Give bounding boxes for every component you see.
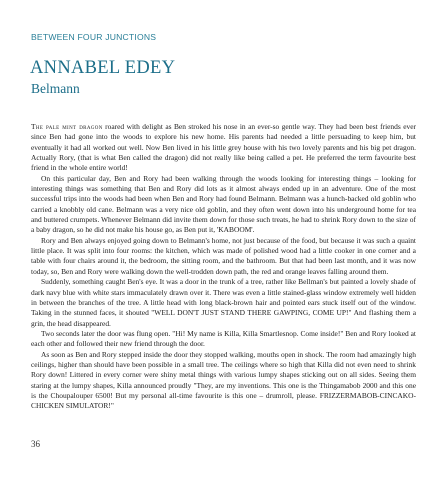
paragraph-4: Suddenly, something caught Ben's eye. It was a door in the trunk of a tree, rather like Bellman's but painted a lovely shade of dark navy blue with white stars immaculately drawn over it. There was even a little stained-glass window extremely well hidden in between the branches of the tree. A little head with long black-brown hair and pointed ears stuck itself out of the window. Taking in the stunned faces, it shouted "WELL DON'T JUST STAND THERE GAWPING, COME UP!" And flashing them a grin, the head disappeared. xyxy=(31,277,416,328)
paragraph-lead-caps: The pale mint dragon xyxy=(31,122,103,131)
running-head: BETWEEN FOUR JUNCTIONS xyxy=(31,32,157,42)
story-subtitle: Belmann xyxy=(31,81,80,96)
page-number: 36 xyxy=(31,439,40,449)
story-title: ANNABEL EDEY xyxy=(30,58,176,78)
paragraph-1 xyxy=(31,122,416,174)
paragraph-5: Two seconds later the door was flung open. "Hi! My name is Killa, Killa Smartlesnop. Come inside!" Ben and Rory looked at each other and followed their new friend through the door. xyxy=(31,328,416,349)
paragraph-3: Rory and Ben always enjoyed going down to Belmann's home, not just because of the food, but because it was such a quaint little place. It was split into four rooms: the kitchen, which was made of polished wood had a little cooker in one corner and a table with four chairs around it, the bedroom, the sitting room, and the bathroom. But that had been last month, and it was now today, so, Ben and Rory were walking down the well-trodden down path, the red and orange leaves falling around them. xyxy=(31,235,416,276)
paragraph-text: roared with delight as Ben stroked his nose in an ever-so gentle way. They had been best friends ever since Ben had gone into the woods to explore his new home. His parents had needed a little persuading to keep him, but eventually it had all worked out well. Now Ben lived in his little grey house with his two lovely parents and his big pet dragon. Actually Rory, (that is what Ben called the dragon) did not really like being called a pet. He preferred the term favourite best friend in the whole entire world! xyxy=(31,122,416,173)
paragraph-6: As soon as Ben and Rory stepped inside the door they stopped walking, mouths open in shock. The room had amazingly high ceilings, higher than should have been possible in a small tree. The ceilings where so high that Killa did not even need to shrink Rory down! Littered in every corner were shiny metal things with various lumpy shapes sticking out on all sides. Seeing them staring at the lumpy shapes, Killa announced proudly "They, are my inventions. This one is the Thingamabob 2000 and this one is the Choupalouper 6500! But my personal all-time favourite is this one – drumroll, please. FRIZZERMABOB-CINCAKO-CHICKEN SIMULATOR!" xyxy=(31,349,416,411)
paragraph-2: On this particular day, Ben and Rory had been walking through the woods looking for interesting things – looking for interesting things was something that Ben and Rory did lots as it almost always ended up in an adventure. One of the most successful trips into the woods had been when Ben and Rory had found Belmann. Belmann was a hunch-backed old goblin who carried a knobbly old cane. Belmann was a very nice old goblin, and they often went down into his underground home for tea and buttered crumpets. Whenever Belmann did invite them down for those such treats, he had to shrink Rory down to the size of a baby dragon, so he did not make his house go, as Ben put it, 'KABOOM'. xyxy=(31,173,416,235)
story-body xyxy=(31,122,416,412)
